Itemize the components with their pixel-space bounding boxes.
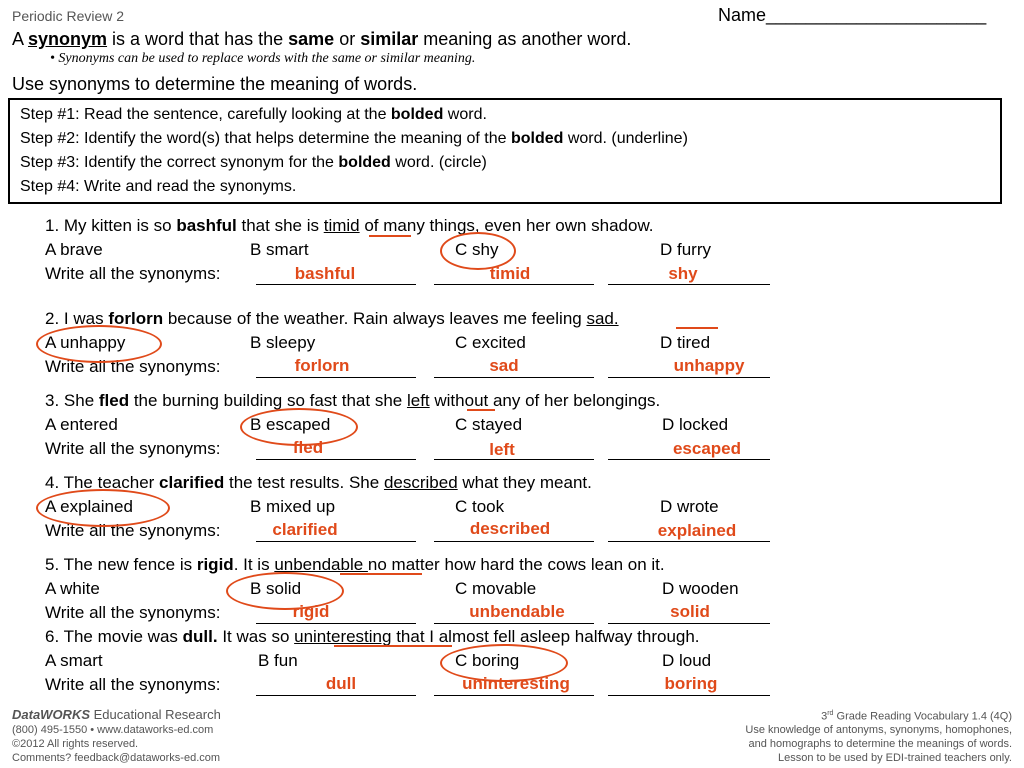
q2-option-c: C excited	[455, 333, 526, 352]
q5-write-label: Write all the synonyms:	[45, 603, 221, 622]
q6-answer-2: uninteresting	[462, 674, 570, 693]
q5-answer-circle	[226, 572, 344, 610]
q1-blank-3	[608, 284, 770, 285]
steps-box	[8, 98, 1002, 204]
q6-option-c: C boring	[455, 651, 520, 670]
q3-option-c: C stayed	[455, 415, 523, 434]
q4-option-b: B mixed up	[250, 497, 336, 516]
q1-option-b: B smart	[250, 240, 309, 259]
footer-grade: 3rd Grade Reading Vocabulary 1.4 (4Q)	[821, 710, 1012, 723]
q4-blank-1	[256, 541, 416, 542]
q5-answer-2: unbendable	[469, 602, 565, 621]
q6-answer-1: dull	[325, 674, 357, 693]
question-6: 6. The movie was dull. It was so uninteresting that I almost fell asleep halfway through.	[45, 627, 700, 646]
q6-context-underline	[334, 645, 452, 647]
q2-option-b: B sleepy	[250, 333, 316, 352]
q4-answer-2: described	[469, 519, 551, 538]
step-3: Step #3: Identify the correct synonym for the bolded word. (circle)	[20, 154, 487, 171]
q3-answer-3: escaped	[672, 439, 742, 458]
q6-write-label: Write all the synonyms:	[45, 675, 221, 694]
q5-option-b: B solid	[250, 579, 302, 598]
q1-blank-2	[434, 284, 594, 285]
q5-option-c: C movable	[455, 579, 537, 598]
q6-blank-2	[434, 695, 594, 696]
q2-context-underline	[676, 327, 718, 329]
q2-answer-2: sad	[489, 356, 519, 375]
q4-option-d: D wrote	[660, 497, 719, 516]
name-field-label: Name______________________	[718, 5, 987, 25]
footer-phone: (800) 495-1550 • www.dataworks-ed.com	[12, 724, 214, 736]
q4-answer-circle	[36, 489, 170, 527]
q6-blank-1	[256, 695, 416, 696]
step-1: Step #1: Read the sentence, carefully looking at the bolded word.	[20, 106, 487, 123]
footer-copyright: ©2012 All rights reserved.	[12, 738, 139, 750]
q1-answer-1: bashful	[294, 264, 356, 283]
instruction-text: Use synonyms to determine the meaning of words.	[12, 74, 418, 94]
q3-option-b: B escaped	[250, 415, 331, 434]
footer-standard-line4: Lesson to be used by EDI-trained teachers only.	[778, 752, 1012, 764]
q6-blank-3	[608, 695, 770, 696]
q6-answer-circle	[440, 644, 568, 682]
q5-answer-1: rigid	[292, 602, 330, 621]
q6-answer-3: boring	[664, 674, 718, 693]
q1-answer-3: shy	[668, 264, 698, 283]
q3-context-underline	[467, 409, 495, 411]
q6-option-d: D loud	[662, 651, 712, 670]
q5-blank-1	[256, 623, 416, 624]
footer-brand: DataWORKS Educational Research	[12, 707, 221, 722]
q1-answer-circle	[440, 232, 516, 270]
q3-answer-2: left	[489, 440, 515, 459]
step-2: Step #2: Identify the word(s) that helps determine the meaning of the bolded word. (underline)	[20, 130, 688, 147]
question-2: 2. I was forlorn because of the weather. Rain always leaves me feeling sad.	[45, 309, 619, 328]
q5-answer-3: solid	[670, 602, 710, 621]
q4-blank-2	[434, 541, 594, 542]
question-5: 5. The new fence is rigid. It is unbendable no matter how hard the cows lean on it.	[45, 555, 665, 574]
q4-answer-3: explained	[657, 521, 737, 540]
q2-option-d: D tired	[660, 333, 711, 352]
footer-comments: Comments? feedback@dataworks-ed.com	[12, 752, 221, 764]
q1-option-c: C shy	[455, 240, 499, 259]
q2-answer-circle	[36, 325, 162, 363]
q3-option-a: A entered	[45, 415, 118, 434]
question-4: 4. The teacher clarified the test results. She described what they meant.	[45, 473, 592, 492]
q3-answer-circle	[240, 408, 358, 446]
q1-context-underline	[369, 235, 411, 237]
synonym-definition: A synonym is a word that has the same or similar meaning as another word.	[12, 29, 632, 49]
question-3: 3. She fled the burning building so fast that she left without any of her belongings.	[45, 391, 661, 410]
q1-answer-2: timid	[489, 264, 531, 283]
q5-blank-2	[434, 623, 594, 624]
q6-option-b: B fun	[258, 651, 298, 670]
q5-context-underline	[340, 573, 422, 575]
question-1: 1. My kitten is so bashful that she is timid of many things, even her own shadow.	[45, 216, 654, 235]
q2-write-label: Write all the synonyms:	[45, 357, 221, 376]
q5-option-d: D wooden	[662, 579, 739, 598]
q4-answer-1: clarified	[272, 520, 338, 539]
q2-option-a: A unhappy	[45, 333, 126, 352]
q4-write-label: Write all the synonyms:	[45, 521, 221, 540]
q1-option-a: A brave	[45, 240, 103, 259]
q5-option-a: A white	[45, 579, 100, 598]
q2-answer-3: unhappy	[673, 356, 745, 375]
q5-blank-3	[608, 623, 770, 624]
q3-blank-3	[608, 459, 770, 460]
q2-blank-2	[434, 377, 594, 378]
q1-blank-1	[256, 284, 416, 285]
header-title: Periodic Review 2	[12, 8, 125, 24]
footer-standard-line2: Use knowledge of antonyms, synonyms, homophones,	[745, 724, 1012, 736]
q3-option-d: D locked	[662, 415, 729, 434]
q3-blank-1	[256, 459, 416, 460]
q1-option-d: D furry	[660, 240, 711, 259]
q3-answer-1: fled	[292, 438, 324, 457]
q4-option-a: A explained	[45, 497, 133, 516]
q4-blank-3	[608, 541, 770, 542]
definition-bullet: • Synonyms can be used to replace words with the same or similar meaning.	[50, 51, 476, 66]
q2-blank-3	[608, 377, 770, 378]
step-4: Step #4: Write and read the synonyms.	[20, 178, 297, 195]
q4-option-c: C took	[455, 497, 505, 516]
q2-answer-1: forlorn	[294, 356, 350, 375]
q3-write-label: Write all the synonyms:	[45, 439, 221, 458]
q6-option-a: A smart	[45, 651, 103, 670]
q1-write-label: Write all the synonyms:	[45, 264, 221, 283]
footer-standard-line3: and homographs to determine the meanings of words.	[748, 738, 1012, 750]
q2-blank-1	[256, 377, 416, 378]
